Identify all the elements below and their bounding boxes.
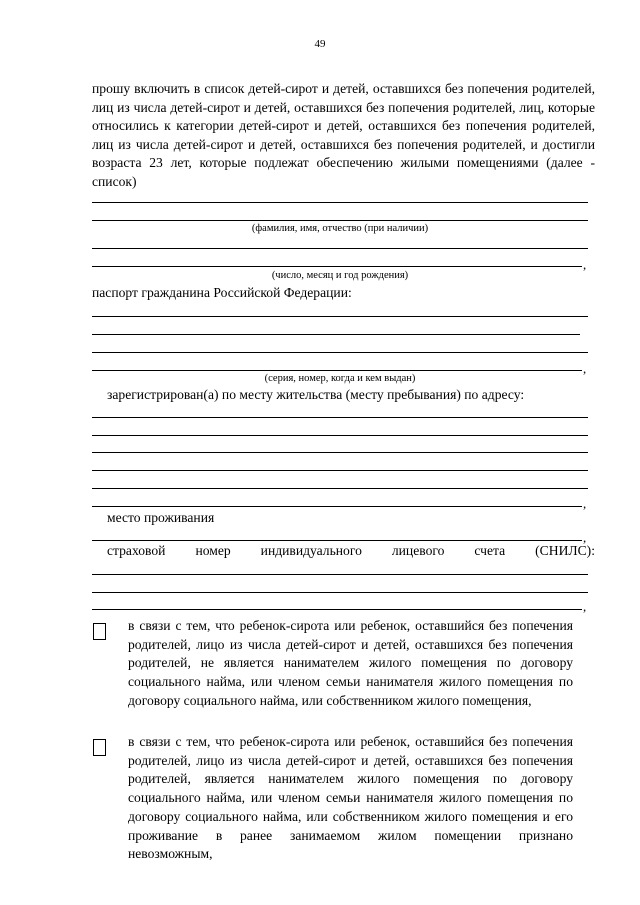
option-2-checkbox[interactable] <box>93 739 106 756</box>
address-line-4[interactable] <box>92 470 588 471</box>
intro-paragraph: прошу включить в список детей-сирот и детей, оставшихся без попечения родителей, лиц из числа детей-сирот и детей, оставшихся без попечения родителей, лиц, которые относились к категории детей-сирот и детей, оставшихся без попечения родителей, лиц из числа детей-сирот и детей, оставшихся без попечения родителей, и достигли возраста 23 лет, которые подлежат обеспечению жилыми помещениями (далее - список) <box>92 81 595 189</box>
residence-label: место проживания <box>107 510 215 525</box>
address-line-3[interactable] <box>92 452 588 453</box>
address-comma: , <box>583 496 587 511</box>
snils-word: счета <box>474 543 506 558</box>
registered-label: зарегистрирован(а) по месту жительства (месту пребывания) по адресу: <box>107 387 525 402</box>
passport-line-1[interactable] <box>92 316 588 317</box>
snils-line-1[interactable] <box>92 574 588 575</box>
birth-caption: (число, месяц и год рождения) <box>271 270 409 281</box>
address-line-2[interactable] <box>92 435 588 436</box>
snils-word: номер <box>195 543 231 558</box>
address-line-6[interactable] <box>92 506 582 507</box>
option-1-checkbox[interactable] <box>93 623 106 640</box>
fio-line-1[interactable] <box>92 202 588 203</box>
address-line-1[interactable] <box>92 417 588 418</box>
passport-line-3[interactable] <box>92 352 588 353</box>
snils-label <box>107 543 595 559</box>
snils-word: (СНИЛС): <box>535 543 595 558</box>
residence-line[interactable] <box>92 540 582 541</box>
passport-line-2[interactable] <box>92 334 580 335</box>
snils-word: страховой <box>107 543 166 558</box>
snils-line-2[interactable] <box>92 592 588 593</box>
snils-word: лицевого <box>391 543 445 558</box>
option-1-text: в связи с тем, что ребенок-сирота или ребенок, оставшийся без попечения родителей, лицо из числа детей-сирот и детей, оставшихся без попечения родителей, не является нанимателем жилого помещения по договору социального найма, или членом семьи нанимателя жилого помещения по договору социального найма, или собственником жилого помещения, <box>128 618 573 708</box>
address-line-5[interactable] <box>92 488 588 489</box>
birth-comma: , <box>583 257 587 272</box>
passport-comma: , <box>583 361 587 376</box>
page-number: 49 <box>314 38 326 50</box>
birth-line-1[interactable] <box>92 248 588 249</box>
snils-word: индивидуального <box>260 543 362 558</box>
birth-line-2[interactable] <box>92 266 582 267</box>
fio-caption: (фамилия, имя, отчество (при наличии) <box>251 223 429 234</box>
passport-line-4[interactable] <box>92 370 582 371</box>
passport-caption: (серия, номер, когда и кем выдан) <box>264 373 416 384</box>
passport-label: паспорт гражданина Российской Федерации: <box>92 285 352 300</box>
option-2-text: в связи с тем, что ребенок-сирота или ребенок, оставшийся без попечения родителей, лицо из числа детей-сирот и детей, оставшихся без попечения родителей, является нанимателем жилого помещения по договору социального найма, или членом семьи нанимателя жилого помещения по договору социального найма, или собственником жилого помещения и его проживание в ранее занимаемом жилом помещении признано невозможным, <box>128 734 573 862</box>
snils-line-3[interactable] <box>92 609 582 610</box>
snils-comma: , <box>583 599 587 614</box>
fio-line-2[interactable] <box>92 220 588 221</box>
residence-comma: , <box>583 530 587 545</box>
